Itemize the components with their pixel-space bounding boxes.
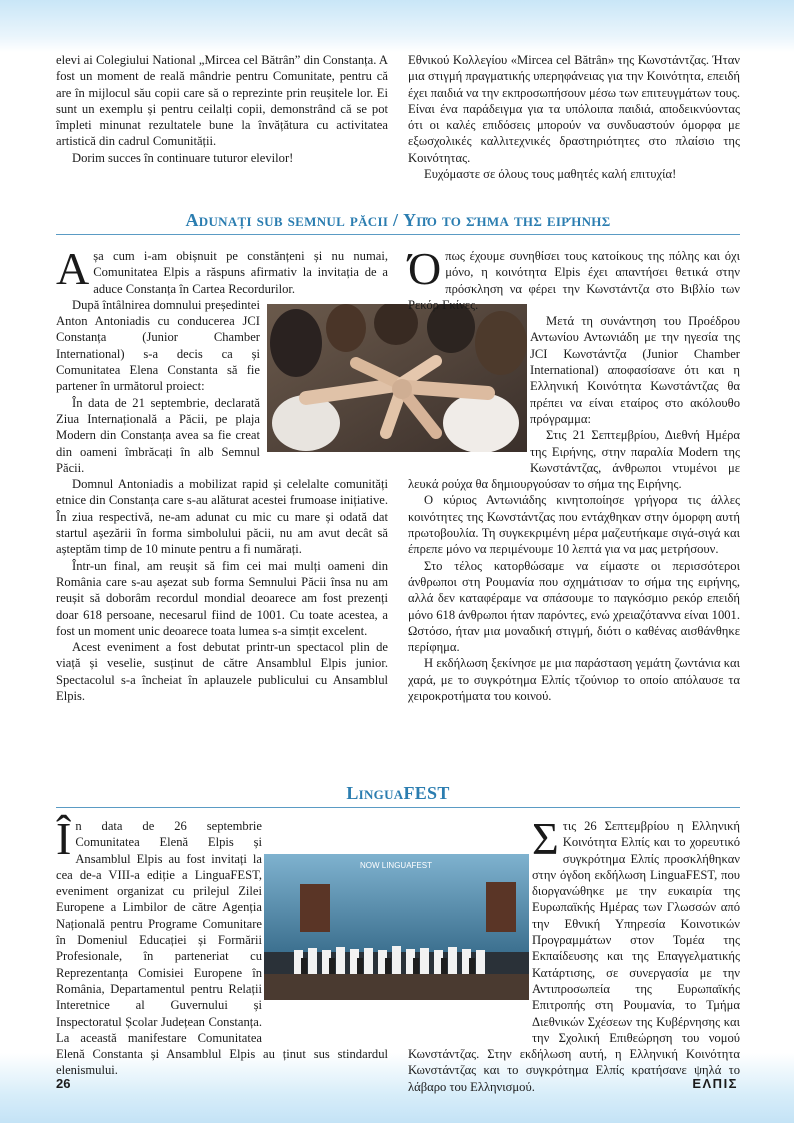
peace-ro-paragraph: Într-un final, am reușit să fim cei mai mulți oameni din România care s-au așezat sub forma Semnului Păcii însa nu am reușit să doborâm recordul mondial deoarece am fost prezenți doar 618 persoane, necesarul fiind de 1001. Cu toate acestea, a fost un moment unic deoarece toata lumea s-a simțit excelent.	[56, 558, 388, 638]
peace-ro-intro: Așa cum i-am obișnuit pe constănțeni și nu numai, Comunitatea Elpis a răspuns afirmativ la invitația de a aduce Constanța în Cartea Recordurilor.	[56, 243, 388, 296]
stage-banner-text: NOW LINGUAFEST	[359, 861, 433, 870]
linguafest-article-romanian	[56, 813, 388, 1079]
linguafest-gr-text: Στις 26 Σεπτεμβρίου η Ελληνική Κοινότητα Ελπίς και το χορευτικό συγκρότημα Ελπίς προσκλήθηκαν στην όγδοη εκδήλωση LinguaFEST, που διοργανώθηκε με την ευκαιρία της Ευρωπαϊκής Ημέρας των Γλωσσών από την Εθνική Υπηρεσία Κοινοτικών Προγραμμάτων στον Τομέα της Εκπαίδευσης και της Επαγγελματικής Κατάρτισης, σε συνεργασία με την Αντιπροσωπεία της Ευρωπαϊκής Επιτροπής στη Ρουμανία, το Τμήμα Διεθνικών Σχέσεων της Κυβέρνησης και την Σχολική Επιθεώρηση του νομού Κωνστάντζας. Στην εκδήλωση αυτή, η Ελληνική Κοινότητα Κωνστάντζας και το συγκρότημα Ελπίς κρατήσανε ψηλά το λάβαρο του Ελληνισμού.	[408, 813, 740, 1094]
dropcap-i: Î	[56, 813, 72, 864]
peace-gr-intro: Όπως έχουμε συνηθίσει τους κατοίκους της πόλης και όχι μόνο, η κοινότητα Elpis έχει απαντήσει θετικά στην πρόσκληση να φέρει την Κωνστάντζα στο Βιβλίο των Ρεκόρ Γκίνες.	[408, 243, 740, 312]
peace-gr-paragraph: Στις 21 Σεπτεμβρίου, Διεθνή Ημέρα της Ειρήνης, στην παραλία Modern της Κωνστάντζας, άνθρωποι ντυμένοι με λευκά ρούχα θα δημιουργούσαν το σήμα της Ειρήνης.	[408, 428, 740, 492]
peace-article-greek	[408, 243, 740, 704]
peace-gr-paragraph: Η εκδήλωση ξεκίνησε με μια παράσταση γεμάτη ζωντάνια και χαρά, με το συγκρότημα Ελπίς τζούνιορ το οποίο απόλαυσε τα χειροκροτήματα του κοινού.	[408, 656, 740, 704]
intro-right-column	[408, 52, 740, 182]
linguafest-ro-text: În data de 26 septembrie Comunitatea Elenă Elpis și Ansamblul Elpis au fost invitați la cea de-a VIII-a ediție a LinguaFEST, eveniment organizat cu prilejul Zilei Europene a Limbilor de către Agenția Națională pentru Programe Comunitare în Domeniul Educației și Formării Profesionale, în parteneriat cu Reprezentanța Comisiei Europene în România, Departamentul pentru Relații Interetnice al Guvernului și Inspectoratul Școlar Județean Constanța. La această manifestare Comunitatea Elenă Constanta și Ansamblul Elpis au ținut sus stindardul elenismului.	[56, 813, 388, 1078]
section-title-linguafest: LinguaFEST	[346, 783, 450, 803]
intro-left-wish: Dorim succes în continuare tuturor elevilor!	[72, 150, 294, 165]
magazine-brand: ΕΛΠΙΣ	[692, 1076, 738, 1091]
linguafest-article-greek	[408, 813, 740, 1095]
peace-article-romanian	[56, 243, 388, 704]
peace-gr-paragraph: Ο κύριος Αντωνιάδης κινητοποίησε γρήγορα τις άλλες κοινότητες της Κωνστάντζας που εντάχθηκαν στην όμορφη αυτή πρωτοβουλία. Τη συγκεκριμένη μέρα μαζευτήκαμε σιγά-σιγά και έπρεπε μόνο να περιμένουμε 10 λεπτά για να μας μετρήσουν.	[408, 493, 740, 557]
intro-right-paragraph: Εθνικού Κολλεγίου «Mircea cel Bătrân» της Κωνστάντζας. Ήταν μια στιγμή πραγματικής υπερηφάνειας για την Κοινότητα, επειδή έχει παιδιά να την εκπροσωπήσουν μέσω των επιτευγμάτων τους. Είναι ένα παράδειγμα για τα υπόλοιπα παιδιά, αποδεικνύοντας ότι οι καλές επιδόσεις μπορούν να συνδυαστούν όμορφα με εξωσχολικές καλλιτεχνικές δραστηριότητες στο πλαίσιο της Κοινότητας.	[408, 53, 740, 165]
intro-left-column	[56, 52, 388, 166]
peace-gr-paragraph: Στο τέλος κατορθώσαμε να είμαστε οι περισσότεροι άνθρωποι στη Ρουμανία που σχημάτισαν το σήμα της ειρήνης, αλλά δεν καταφέραμε να σπάσουμε το παγκόσμιο ρεκόρ επειδή μόνο 618 άνθρωποι ήταν παρόντες, ενώ χρειαζόταννα είναι 1001. Ωστόσο, ήταν μια μοναδική στιγμή, διότι ο καθένας αισθάνθηκε περίφημα.	[408, 558, 740, 655]
intro-right-wish: Ευχόμαστε σε όλους τους μαθητές καλή επιτυχία!	[424, 167, 677, 182]
top-decorative-band	[0, 0, 794, 52]
dropcap-a: A	[56, 243, 90, 294]
peace-ro-paragraph: Acest eveniment a fost debutat printr-un spectacol plin de viață și veselie, susținut de către Ansamblul Elpis junior. Spectacolul s-a încheiat în aplauzele publicului cu Ansamblul Elpis.	[56, 640, 388, 704]
peace-ro-paragraph: În data de 21 septembrie, declarată Ziua Internațională a Păcii, pe plaja Modern din Constanța avea sa fie creat din oameni îmbrăcați în alb Semnul Păcii.	[56, 395, 260, 475]
intro-left-paragraph: elevi ai Colegiului National „Mircea cel Bătrân” din Constanța. A fost un moment de reală mândrie pentru Comunitate, pentru că are în mijlocul său copii care să o reprezinte prin reușitele lor. Ei sunt un exemplu și pentru ceilalți copii, demonstrând că se pot împleti minunat rezultatele bune la învățătura cu activitatea artistică din cadrul Comunității.	[56, 53, 388, 149]
section-divider	[56, 234, 740, 235]
page-number: 26	[56, 1076, 71, 1091]
peace-ro-paragraph: După întâlnirea domnului președintei Anton Antoniadis cu conducerea JCI Constanța (Junior Chamber International) s-a decis ca și Comunitatea Elena Constanta să fie partener în următorul proiect:	[56, 297, 260, 394]
dropcap-o: Ό	[408, 243, 442, 294]
section-divider	[56, 807, 740, 808]
peace-gr-paragraph: Μετά τη συνάντηση του Προέδρου Αντωνίου Αντωνιάδη με την ηγεσία της JCI Κωνστάντζα (Junior Chamber International) αποφασίσανε ότι και η Ελληνική Κοινότητα Κωνστάντζας θα πρέπει να είναι εταίρος στο ακόλουθο πρόγραμμα:	[530, 314, 740, 426]
peace-ro-paragraph: Domnul Antoniadis a mobilizat rapid și celelalte comunități etnice din Constanța care s-au alăturat acestei frumoase inițiative. În ziua respectivă, ne-am adunat cu mic cu mare și odată dat startul așezării în forma simbolului păcii, nu am avut decât să așteptăm timp de 10 minute pentru a fi numărați.	[56, 477, 388, 557]
section-title-peace: Adunați sub semnul păcii / Υπό το σήμα της ειρήνης	[185, 210, 611, 230]
dropcap-sigma: Σ	[532, 813, 559, 864]
